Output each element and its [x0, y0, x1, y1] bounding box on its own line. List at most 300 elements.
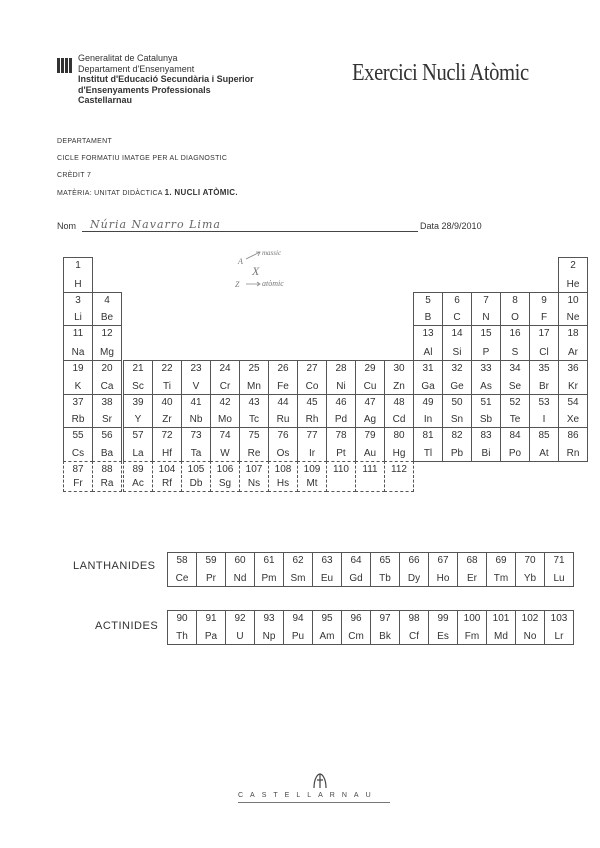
element-cell	[558, 360, 588, 395]
atomic-number: 98	[408, 613, 420, 624]
element-symbol: Br	[539, 381, 549, 392]
atomic-number: 32	[451, 363, 463, 374]
element-symbol: F	[540, 312, 548, 323]
atomic-number: 14	[451, 328, 463, 339]
atomic-number: 110	[333, 464, 349, 475]
element-symbol: Ru	[276, 414, 290, 425]
atomic-number: 99	[437, 613, 449, 624]
element-symbol: Na	[71, 347, 85, 358]
element-symbol: Fr	[73, 478, 83, 489]
element-symbol: Fe	[277, 381, 289, 392]
element-symbol: Ar	[568, 347, 578, 358]
element-symbol: Xe	[566, 414, 580, 425]
atomic-number: 102	[521, 613, 539, 624]
element-symbol: Mo	[218, 414, 232, 425]
atomic-number: 41	[190, 397, 202, 408]
atomic-number: 89	[132, 464, 144, 475]
element-cell	[196, 610, 226, 645]
element-symbol: He	[566, 279, 580, 290]
atomic-number: 109	[303, 464, 321, 475]
atomic-number: 4	[104, 295, 110, 306]
element-symbol: At	[539, 448, 549, 459]
element-cell	[63, 325, 93, 361]
atomic-number: 70	[524, 555, 536, 566]
element-cell	[515, 610, 545, 645]
atomic-number: 12	[101, 328, 113, 339]
atomic-number: 13	[422, 328, 434, 339]
element-symbol: Pu	[291, 631, 305, 642]
atomic-number: 23	[190, 363, 202, 374]
element-symbol: Yb	[523, 573, 537, 584]
element-symbol: Cr	[219, 381, 231, 392]
element-cell	[326, 427, 356, 462]
info-materia	[57, 188, 238, 197]
element-cell	[384, 427, 414, 462]
element-cell	[63, 427, 93, 462]
date-value: 28/9/2010	[441, 221, 482, 231]
atomic-number: 79	[364, 430, 376, 441]
element-cell	[167, 552, 197, 587]
element-cell	[442, 325, 472, 361]
atomic-number: 67	[437, 555, 449, 566]
element-cell	[471, 292, 501, 326]
element-cell	[210, 360, 240, 395]
element-symbol: As	[480, 381, 492, 392]
atomic-number: 56	[101, 430, 113, 441]
atomic-number: 65	[379, 555, 391, 566]
element-cell	[413, 292, 443, 326]
atomic-number: 35	[538, 363, 550, 374]
atomic-number: 62	[292, 555, 304, 566]
atomic-number: 85	[538, 430, 550, 441]
atomic-number: 81	[422, 430, 434, 441]
element-cell	[471, 360, 501, 395]
atomic-number: 29	[364, 363, 376, 374]
element-cell	[268, 427, 298, 462]
element-cell	[92, 394, 122, 428]
scribble-x: X	[252, 264, 260, 278]
atomic-number: 78	[335, 430, 347, 441]
element-symbol: Cs	[71, 448, 85, 459]
element-symbol: Ir	[308, 448, 316, 459]
nom-underline	[82, 231, 418, 232]
element-cell	[123, 427, 153, 462]
atomic-number: 64	[350, 555, 362, 566]
element-cell	[181, 461, 211, 492]
atomic-number: 63	[321, 555, 333, 566]
element-cell	[92, 427, 122, 462]
atomic-number: 75	[248, 430, 260, 441]
element-symbol: In	[423, 414, 433, 425]
element-cell	[239, 360, 269, 395]
scribble-arrows-icon	[240, 248, 270, 288]
element-cell	[384, 394, 414, 428]
element-cell	[558, 257, 588, 293]
lanthanides-label: LANTHANIDES	[73, 560, 156, 572]
atomic-number: 48	[393, 397, 405, 408]
atomic-number: 11	[72, 328, 84, 339]
element-cell	[326, 394, 356, 428]
element-cell	[529, 360, 559, 395]
element-cell	[181, 394, 211, 428]
element-cell	[63, 360, 93, 395]
element-symbol: Ag	[363, 414, 377, 425]
atomic-number: 50	[451, 397, 463, 408]
element-symbol: Se	[508, 381, 522, 392]
element-cell	[500, 427, 530, 462]
element-cell	[123, 360, 153, 395]
element-symbol: O	[511, 312, 519, 323]
atomic-number: 61	[263, 555, 275, 566]
element-symbol: Md	[494, 631, 508, 642]
atomic-number: 2	[570, 260, 576, 271]
atomic-number: 97	[379, 613, 391, 624]
element-symbol: Ne	[566, 312, 580, 323]
atomic-number: 77	[306, 430, 318, 441]
element-symbol: Sm	[290, 573, 306, 584]
element-cell	[355, 461, 385, 492]
atomic-number: 104	[158, 464, 176, 475]
element-symbol: Pt	[336, 448, 346, 459]
element-symbol: Pm	[261, 573, 277, 584]
element-cell	[297, 461, 327, 492]
element-symbol: Os	[276, 448, 290, 459]
element-symbol: Rf	[162, 478, 172, 489]
atomic-number: 82	[451, 430, 463, 441]
element-cell	[544, 552, 574, 587]
element-symbol: Hf	[162, 448, 172, 459]
element-symbol: Hs	[276, 478, 290, 489]
element-symbol: Mt	[306, 478, 318, 489]
element-cell	[92, 461, 122, 492]
nom-label: Nom	[57, 221, 77, 231]
element-symbol: C	[453, 312, 461, 323]
element-cell	[268, 394, 298, 428]
element-cell	[92, 292, 122, 326]
element-cell	[210, 461, 240, 492]
element-symbol: Dy	[407, 573, 421, 584]
element-symbol: Nd	[233, 573, 247, 584]
atomic-number: 33	[480, 363, 492, 374]
institution-line-2: Departament d'Ensenyament	[78, 63, 195, 74]
footer-line	[238, 802, 390, 803]
atomic-number: 6	[454, 295, 460, 306]
element-cell	[442, 360, 472, 395]
element-symbol: Be	[100, 312, 114, 323]
element-cell	[558, 394, 588, 428]
element-cell	[442, 427, 472, 462]
atomic-number: 60	[234, 555, 246, 566]
element-symbol: Sb	[479, 414, 493, 425]
atomic-number: 31	[422, 363, 434, 374]
atomic-number: 92	[234, 613, 246, 624]
element-symbol: I	[542, 414, 546, 425]
element-cell	[442, 292, 472, 326]
atomic-number: 101	[492, 613, 510, 624]
atomic-number: 54	[567, 397, 579, 408]
element-symbol: Rn	[566, 448, 580, 459]
atomic-number: 95	[321, 613, 333, 624]
element-cell	[500, 292, 530, 326]
element-cell	[500, 394, 530, 428]
element-symbol: W	[220, 448, 230, 459]
scribble-a: A	[238, 257, 243, 266]
element-symbol: Nb	[189, 414, 203, 425]
materia-label: MATÈRIA: UNITAT DIDÀCTICA	[57, 190, 163, 197]
element-symbol: Te	[509, 414, 521, 425]
atomic-number: 106	[216, 464, 234, 475]
element-symbol: Co	[305, 381, 319, 392]
element-symbol: Sg	[218, 478, 232, 489]
element-cell	[558, 292, 588, 326]
atomic-number: 40	[161, 397, 173, 408]
atomic-number: 108	[274, 464, 292, 475]
element-symbol: Cf	[409, 631, 419, 642]
atomic-number: 76	[277, 430, 289, 441]
element-cell	[63, 257, 93, 293]
atomic-number: 5	[425, 295, 431, 306]
atomic-number: 74	[219, 430, 231, 441]
atomic-number: 71	[553, 555, 565, 566]
element-cell	[63, 394, 93, 428]
element-cell	[254, 552, 284, 587]
element-symbol: Tl	[423, 448, 433, 459]
atomic-number: 16	[509, 328, 521, 339]
element-cell	[92, 325, 122, 361]
castellarnau-logo-icon	[310, 770, 330, 790]
atomic-number: 46	[335, 397, 347, 408]
info-cicle: CICLE FORMATIU IMATGE PER AL DIAGNOSTIC	[57, 155, 228, 162]
institution-line-3: Institut d'Educació Secundària i Superior	[78, 74, 254, 84]
element-cell	[370, 552, 400, 587]
element-cell	[529, 325, 559, 361]
element-symbol: S	[511, 347, 519, 358]
element-cell	[558, 325, 588, 361]
scribble-z: Z	[235, 280, 240, 289]
element-cell	[326, 461, 356, 492]
element-cell	[529, 394, 559, 428]
atomic-number: 69	[495, 555, 507, 566]
element-cell	[152, 427, 182, 462]
element-cell	[355, 360, 385, 395]
element-symbol: Pb	[450, 448, 464, 459]
nom-value: Núria Navarro Lima	[90, 218, 221, 231]
atomic-number: 34	[509, 363, 521, 374]
element-symbol: Ca	[100, 381, 114, 392]
element-symbol: N	[482, 312, 490, 323]
element-cell	[297, 394, 327, 428]
element-cell	[413, 360, 443, 395]
atomic-number: 80	[393, 430, 405, 441]
element-cell	[428, 552, 458, 587]
element-cell	[239, 427, 269, 462]
element-cell	[399, 552, 429, 587]
element-cell	[413, 325, 443, 361]
element-symbol: Cu	[363, 381, 377, 392]
element-symbol: Es	[437, 631, 449, 642]
element-cell	[152, 461, 182, 492]
element-symbol: La	[132, 448, 144, 459]
atomic-number: 87	[72, 464, 84, 475]
element-cell	[500, 360, 530, 395]
atomic-number: 93	[263, 613, 275, 624]
element-cell	[399, 610, 429, 645]
institution-block	[78, 53, 254, 106]
institution-line-4: d'Ensenyaments Professionals	[78, 84, 211, 95]
atomic-number: 1	[75, 260, 81, 271]
atomic-number: 22	[161, 363, 173, 374]
element-symbol: Cm	[348, 631, 364, 642]
element-symbol: Y	[134, 414, 142, 425]
element-symbol: Sr	[102, 414, 112, 425]
element-symbol: Np	[262, 631, 276, 642]
atomic-number: 25	[248, 363, 260, 374]
element-cell	[355, 394, 385, 428]
element-symbol: Tc	[249, 414, 259, 425]
atomic-number: 53	[538, 397, 550, 408]
element-cell	[297, 360, 327, 395]
atomic-number: 91	[205, 613, 217, 624]
atomic-number: 105	[187, 464, 205, 475]
atomic-number: 44	[277, 397, 289, 408]
atomic-number: 38	[101, 397, 113, 408]
atomic-number: 107	[245, 464, 263, 475]
element-cell	[181, 360, 211, 395]
element-symbol: Sc	[132, 381, 144, 392]
element-symbol: No	[523, 631, 537, 642]
element-symbol: Sn	[450, 414, 464, 425]
element-cell	[152, 394, 182, 428]
element-cell	[515, 552, 545, 587]
scribble-a-label: massic	[262, 249, 282, 257]
date-label: Data	[420, 221, 440, 231]
element-cell	[268, 461, 298, 492]
atomic-number: 88	[101, 464, 113, 475]
element-cell	[210, 427, 240, 462]
atomic-number: 57	[132, 430, 144, 441]
element-cell	[239, 461, 269, 492]
atomic-number: 72	[161, 430, 173, 441]
element-cell	[384, 461, 414, 492]
element-symbol: Zr	[162, 414, 172, 425]
atomic-number: 103	[550, 613, 568, 624]
atomic-number: 66	[408, 555, 420, 566]
element-cell	[225, 610, 255, 645]
element-symbol: Cd	[392, 414, 406, 425]
element-cell	[544, 610, 574, 645]
atomic-number: 68	[466, 555, 478, 566]
element-symbol: Lr	[554, 631, 564, 642]
element-cell	[254, 610, 284, 645]
atomic-number: 9	[541, 295, 547, 306]
atomic-number: 59	[205, 555, 217, 566]
atomic-number: 24	[219, 363, 231, 374]
element-cell	[326, 360, 356, 395]
element-symbol: Pr	[206, 573, 216, 584]
element-cell	[341, 610, 371, 645]
atomic-number: 112	[391, 464, 407, 475]
element-symbol: Pa	[204, 631, 218, 642]
atomic-number: 18	[567, 328, 579, 339]
element-cell	[152, 360, 182, 395]
element-cell	[283, 552, 313, 587]
element-cell	[442, 394, 472, 428]
element-cell	[529, 292, 559, 326]
element-cell	[384, 360, 414, 395]
atomic-number: 30	[393, 363, 405, 374]
element-symbol: Ns	[247, 478, 261, 489]
page-title: Exercici Nucli Atòmic	[352, 60, 529, 86]
atomic-number: 8	[512, 295, 518, 306]
element-cell	[225, 552, 255, 587]
atomic-number: 86	[567, 430, 579, 441]
element-symbol: Si	[452, 347, 462, 358]
element-symbol: Ni	[336, 381, 346, 392]
element-cell	[312, 610, 342, 645]
atomic-number: 55	[72, 430, 84, 441]
element-cell	[341, 552, 371, 587]
element-cell	[123, 461, 153, 492]
atomic-number: 19	[72, 363, 84, 374]
element-symbol: Rh	[305, 414, 319, 425]
element-symbol: Am	[319, 631, 335, 642]
element-symbol: U	[236, 631, 244, 642]
atomic-number: 28	[335, 363, 347, 374]
atomic-number: 15	[480, 328, 492, 339]
atomic-number: 10	[567, 295, 579, 306]
element-cell	[123, 394, 153, 428]
atomic-number: 36	[567, 363, 579, 374]
atomic-number: 17	[538, 328, 550, 339]
atomic-number: 51	[480, 397, 492, 408]
element-cell	[196, 552, 226, 587]
element-symbol: Zn	[393, 381, 405, 392]
atomic-number: 26	[277, 363, 289, 374]
element-symbol: Tb	[379, 573, 391, 584]
element-symbol: Cl	[539, 347, 549, 358]
info-departament: DEPARTAMENT	[57, 138, 113, 145]
element-symbol: Kr	[568, 381, 578, 392]
element-symbol: Rb	[71, 414, 85, 425]
element-symbol: Ti	[163, 381, 171, 392]
atomic-number: 96	[350, 613, 362, 624]
element-symbol: Ho	[436, 573, 450, 584]
element-symbol: Ba	[100, 448, 114, 459]
element-symbol: Re	[247, 448, 261, 459]
element-symbol: Gd	[349, 573, 363, 584]
atomic-number: 21	[132, 363, 144, 374]
element-symbol: Eu	[320, 573, 334, 584]
atomic-number: 73	[190, 430, 202, 441]
element-symbol: Al	[423, 347, 433, 358]
scribble-z-label: atòmic	[262, 279, 284, 288]
element-cell	[486, 552, 516, 587]
element-symbol: Ta	[190, 448, 202, 459]
atomic-number: 7	[483, 295, 489, 306]
element-symbol: Bk	[379, 631, 391, 642]
element-cell	[268, 360, 298, 395]
element-cell	[167, 610, 197, 645]
atomic-number: 52	[509, 397, 521, 408]
atomic-number: 45	[306, 397, 318, 408]
atomic-number: 47	[364, 397, 376, 408]
element-symbol: Po	[508, 448, 522, 459]
element-cell	[312, 552, 342, 587]
element-symbol: Th	[176, 631, 188, 642]
atomic-number: 27	[306, 363, 318, 374]
element-cell	[413, 394, 443, 428]
element-cell	[283, 610, 313, 645]
